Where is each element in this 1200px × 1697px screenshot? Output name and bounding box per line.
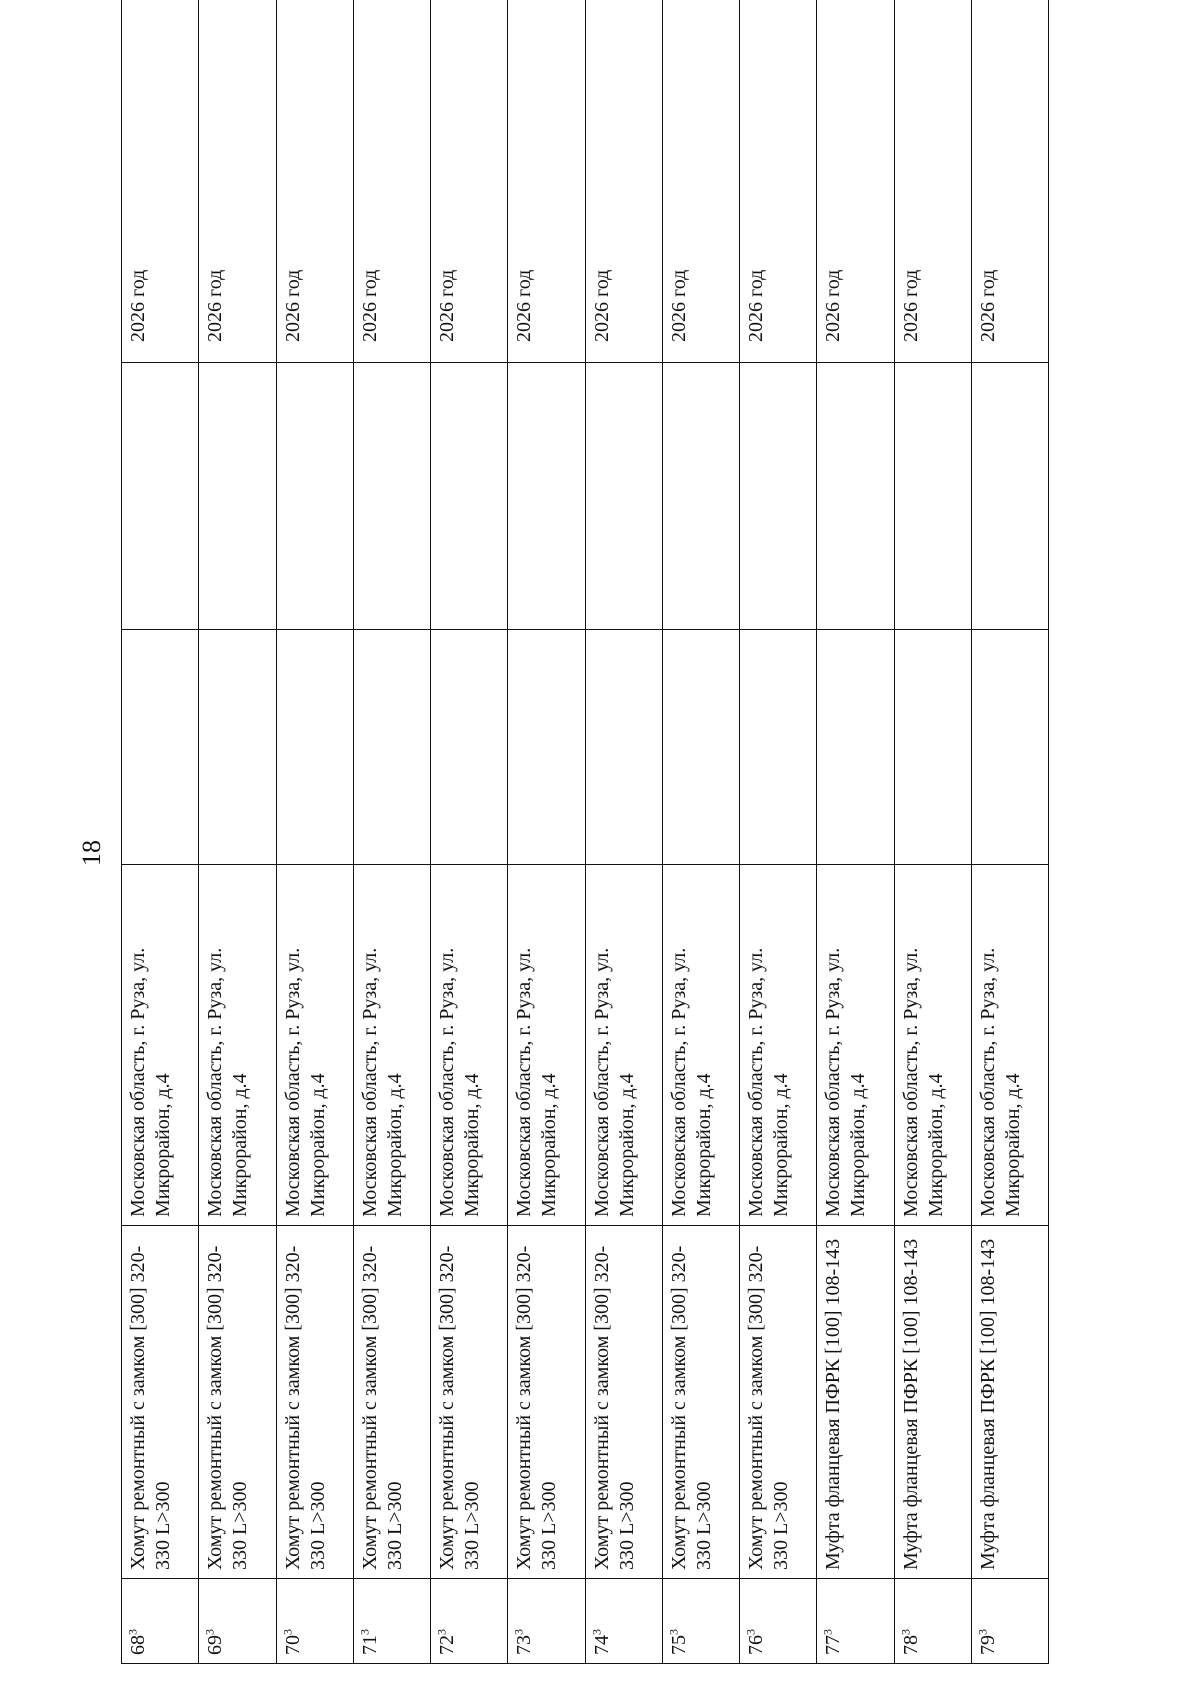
- item-name-cell: [662, 1226, 739, 1579]
- empty-cell: [740, 630, 817, 865]
- address-cell: [894, 865, 971, 1226]
- empty-cell: [662, 630, 739, 865]
- address-cell-text: Московская область, г. Руза, ул. Микрорайон, д.4: [281, 947, 329, 1217]
- empty-cell: [894, 630, 971, 865]
- address-cell-text: Московская область, г. Руза, ул. Микрорайон, д.4: [745, 947, 792, 1217]
- item-name-cell-text: Хомут ремонтный с замком [300] 320-330 L>300: [436, 1245, 483, 1570]
- item-name-cell: [971, 1226, 1048, 1579]
- item-name-cell: [508, 1226, 585, 1579]
- empty-cell: [817, 363, 894, 630]
- empty-cell: [199, 363, 276, 630]
- item-name-cell: [817, 1226, 894, 1579]
- empty-cell: [740, 363, 817, 630]
- item-name-cell: [894, 1226, 971, 1579]
- year-cell: [276, 0, 353, 363]
- address-cell: [817, 865, 894, 1226]
- row-number-cell: [662, 1579, 739, 1664]
- year-cell-text: 2026 год: [899, 269, 922, 342]
- year-cell: [199, 0, 276, 363]
- equipment-table: [121, 0, 1049, 1664]
- address-cell-text: Московская область, г. Руза, ул. Микрорайон, д.4: [590, 947, 638, 1217]
- row-number-cell-text: 75: [667, 1635, 690, 1655]
- row-number-superscript: 3: [511, 1629, 526, 1635]
- year-cell: [971, 0, 1048, 363]
- table-row: [971, 0, 1048, 1664]
- table-row: [740, 0, 817, 1664]
- item-name-cell-text: Хомут ремонтный с замком [300] 320-330 L>300: [513, 1245, 561, 1570]
- row-number-cell: [276, 1579, 353, 1664]
- empty-cell: [122, 630, 199, 865]
- item-name-cell-text: Муфта фланцевая ПФРК [100] 108-143: [899, 1238, 922, 1570]
- row-number-cell-text: 74: [590, 1635, 613, 1655]
- table-row: [894, 0, 971, 1664]
- empty-cell: [199, 630, 276, 865]
- row-number-superscript: 3: [125, 1629, 140, 1635]
- year-cell: [122, 0, 199, 363]
- address-cell: [662, 865, 739, 1226]
- row-number-cell: [199, 1579, 276, 1664]
- empty-cell: [971, 363, 1048, 630]
- row-number-cell-text: 68: [127, 1635, 149, 1655]
- row-number-superscript: 3: [897, 1629, 912, 1635]
- empty-cell: [894, 363, 971, 630]
- address-cell-text: Московская область, г. Руза, ул. Микрорайон, д.4: [358, 947, 406, 1217]
- empty-cell: [122, 363, 199, 630]
- empty-cell: [585, 630, 662, 865]
- empty-cell: [817, 630, 894, 865]
- item-name-cell-text: Хомут ремонтный с замком [300] 320-330 L>300: [281, 1245, 329, 1570]
- address-cell-text: Московская область, г. Руза, ул. Микрорайон, д.4: [899, 947, 947, 1217]
- empty-cell: [431, 363, 508, 630]
- year-cell: [431, 0, 508, 363]
- address-cell: [199, 865, 276, 1226]
- row-number-cell: [431, 1579, 508, 1664]
- item-name-cell-text: Муфта фланцевая ПФРК [100] 108-143: [976, 1238, 999, 1570]
- year-cell-text: 2026 год: [745, 269, 767, 342]
- empty-cell: [353, 630, 430, 865]
- empty-cell: [431, 630, 508, 865]
- address-cell-text: Московская область, г. Руза, ул. Микрорайон, д.4: [667, 947, 715, 1217]
- table-container: [121, 101, 1049, 1664]
- address-cell: [740, 865, 817, 1226]
- item-name-cell-text: Хомут ремонтный с замком [300] 320-330 L>300: [590, 1245, 638, 1570]
- table-row: [276, 0, 353, 1664]
- row-number-cell: [894, 1579, 971, 1664]
- row-number-cell-text: 72: [436, 1635, 458, 1655]
- year-cell-text: 2026 год: [822, 269, 845, 342]
- table-row: [662, 0, 739, 1664]
- item-name-cell: [276, 1226, 353, 1579]
- item-name-cell: [353, 1226, 430, 1579]
- address-cell-text: Московская область, г. Руза, ул. Микрорайон, д.4: [127, 947, 174, 1217]
- row-number-cell-text: 76: [745, 1635, 767, 1655]
- row-number-cell: [971, 1579, 1048, 1664]
- address-cell-text: Московская область, г. Руза, ул. Микрорайон, д.4: [822, 947, 870, 1217]
- row-number-cell-text: 79: [976, 1635, 999, 1655]
- table-row: [353, 0, 430, 1664]
- address-cell: [353, 865, 430, 1226]
- item-name-cell: [122, 1226, 199, 1579]
- year-cell-text: 2026 год: [358, 269, 381, 342]
- address-cell: [122, 865, 199, 1226]
- row-number-cell-text: 69: [204, 1635, 227, 1655]
- row-number-superscript: 3: [820, 1629, 835, 1635]
- table-row: [585, 0, 662, 1664]
- row-number-superscript: 3: [588, 1629, 603, 1635]
- year-cell-text: 2026 год: [436, 269, 458, 342]
- row-number-superscript: 3: [743, 1629, 758, 1635]
- row-number-cell: [585, 1579, 662, 1664]
- row-number-cell: [740, 1579, 817, 1664]
- address-cell: [585, 865, 662, 1226]
- empty-cell: [971, 630, 1048, 865]
- year-cell: [817, 0, 894, 363]
- table-body: [122, 0, 1049, 1664]
- row-number-superscript: 3: [357, 1629, 372, 1635]
- year-cell-text: 2026 год: [976, 269, 999, 342]
- year-cell: [353, 0, 430, 363]
- year-cell: [894, 0, 971, 363]
- table-row: [431, 0, 508, 1664]
- table-row: [817, 0, 894, 1664]
- empty-cell: [353, 363, 430, 630]
- table-row: [508, 0, 585, 1664]
- year-cell: [740, 0, 817, 363]
- item-name-cell-text: Хомут ремонтный с замком [300] 320-330 L>300: [127, 1245, 174, 1570]
- address-cell-text: Московская область, г. Руза, ул. Микрорайон, д.4: [513, 947, 561, 1217]
- item-name-cell: [431, 1226, 508, 1579]
- year-cell-text: 2026 год: [204, 269, 227, 342]
- year-cell-text: 2026 год: [513, 269, 536, 342]
- item-name-cell-text: Хомут ремонтный с замком [300] 320-330 L>300: [204, 1245, 252, 1570]
- empty-cell: [508, 363, 585, 630]
- row-number-superscript: 3: [202, 1629, 217, 1635]
- year-cell: [508, 0, 585, 363]
- row-number-cell-text: 71: [358, 1635, 381, 1655]
- row-number-cell: [508, 1579, 585, 1664]
- item-name-cell: [740, 1226, 817, 1579]
- empty-cell: [585, 363, 662, 630]
- row-number-superscript: 3: [434, 1629, 449, 1635]
- empty-cell: [508, 630, 585, 865]
- table-row: [122, 0, 199, 1664]
- empty-cell: [276, 363, 353, 630]
- row-number-cell: [817, 1579, 894, 1664]
- empty-cell: [662, 363, 739, 630]
- item-name-cell-text: Хомут ремонтный с замком [300] 320-330 L>300: [667, 1245, 715, 1570]
- row-number-cell: [353, 1579, 430, 1664]
- address-cell: [971, 865, 1048, 1226]
- row-number-cell-text: 77: [822, 1635, 845, 1655]
- year-cell-text: 2026 год: [667, 269, 690, 342]
- item-name-cell-text: Хомут ремонтный с замком [300] 320-330 L>300: [745, 1245, 792, 1570]
- address-cell: [508, 865, 585, 1226]
- row-number-cell: [122, 1579, 199, 1664]
- address-cell: [431, 865, 508, 1226]
- address-cell: [276, 865, 353, 1226]
- row-number-superscript: 3: [975, 1629, 990, 1635]
- row-number-cell-text: 73: [513, 1635, 536, 1655]
- address-cell-text: Московская область, г. Руза, ул. Микрорайон, д.4: [976, 947, 1024, 1217]
- year-cell: [585, 0, 662, 363]
- year-cell-text: 2026 год: [127, 269, 149, 342]
- address-cell-text: Московская область, г. Руза, ул. Микрорайон, д.4: [436, 947, 483, 1217]
- item-name-cell-text: Хомут ремонтный с замком [300] 320-330 L>300: [358, 1245, 406, 1570]
- row-number-cell-text: 78: [899, 1635, 922, 1655]
- address-cell-text: Московская область, г. Руза, ул. Микрорайон, д.4: [204, 947, 252, 1217]
- year-cell-text: 2026 год: [590, 269, 613, 342]
- row-number-superscript: 3: [666, 1629, 681, 1635]
- row-number-cell-text: 70: [281, 1635, 304, 1655]
- item-name-cell-text: Муфта фланцевая ПФРК [100] 108-143: [822, 1238, 845, 1570]
- table-row: [199, 0, 276, 1664]
- year-cell: [662, 0, 739, 363]
- year-cell-text: 2026 год: [281, 269, 304, 342]
- row-number-superscript: 3: [279, 1629, 294, 1635]
- page-number: 18: [77, 840, 106, 866]
- item-name-cell: [199, 1226, 276, 1579]
- empty-cell: [276, 630, 353, 865]
- item-name-cell: [585, 1226, 662, 1579]
